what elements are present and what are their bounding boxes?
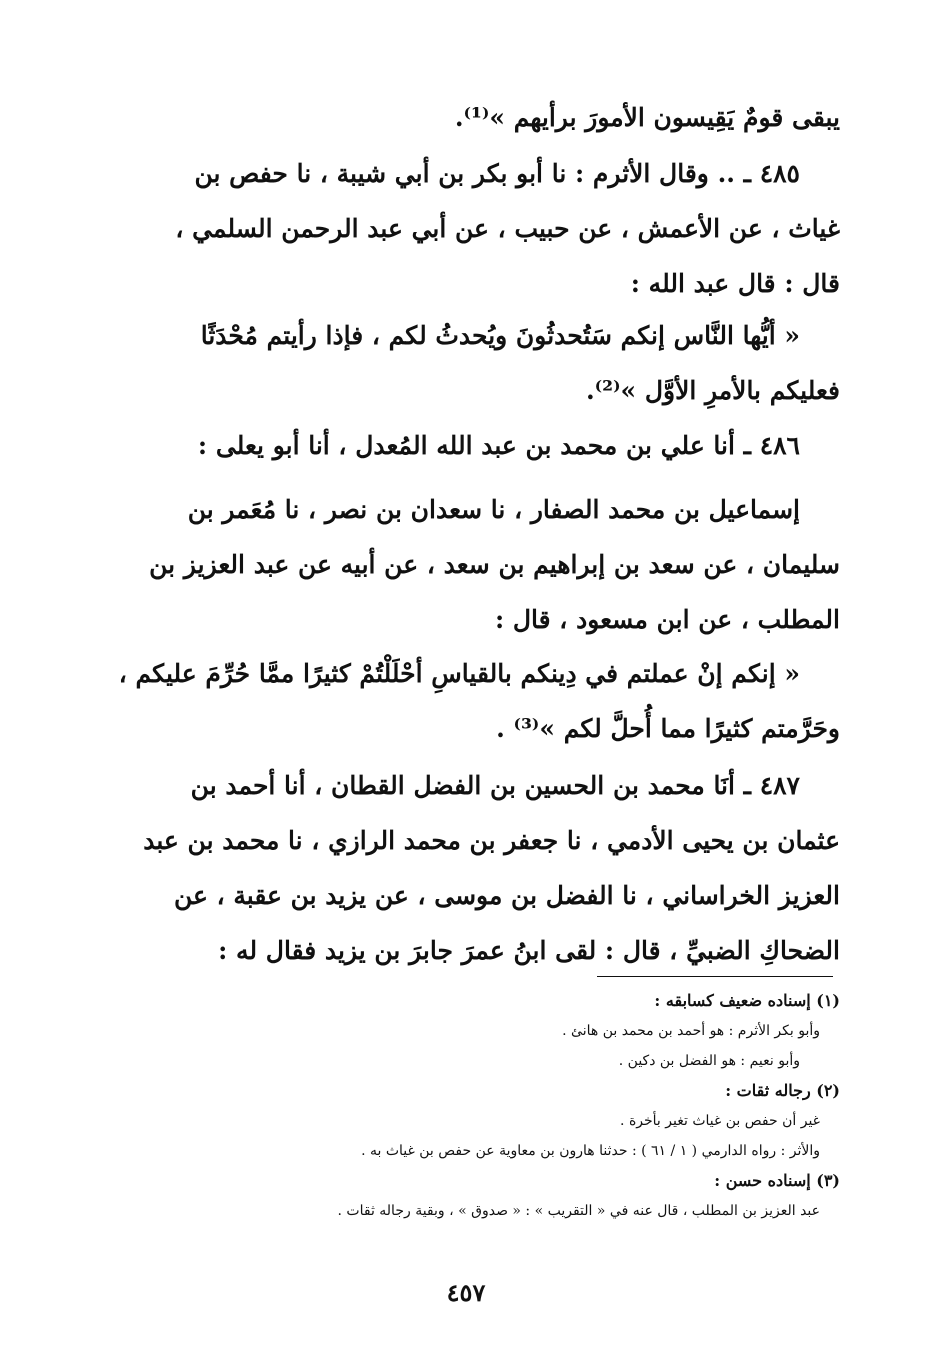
text-line: قال : قال عبد الله : bbox=[630, 269, 840, 298]
text-line: فعليكم بالأمرِ الأوَّل »⁽²⁾. bbox=[585, 376, 840, 405]
paragraph-487 bbox=[100, 758, 840, 978]
footnote-1-line: وأبو نعيم : هو الفضل بن دكين . bbox=[618, 1053, 800, 1069]
footnote-2-heading: (٢) رجاله ثقات : bbox=[725, 1081, 840, 1100]
quote-485 bbox=[100, 308, 840, 418]
text-line: « أيُّها النَّاس إنكم سَتُحدثُونَ ويُحدثُ لكم ، فإذا رأيتم مُحْدَثًا bbox=[200, 321, 800, 350]
footnotes bbox=[100, 986, 840, 1226]
text-line: ٤٨٥ ـ .. وقال الأثرم : نا أبو بكر بن أبي شيبة ، نا حفص بن bbox=[194, 159, 800, 188]
text-line: إسماعيل بن محمد الصفار ، نا سعدان بن نصر ، نا مُعَمر بن bbox=[187, 495, 800, 524]
text-line: ٤٨٦ ـ أنا علي بن محمد بن عبد الله المُعدل ، أنا أبو يعلى : bbox=[197, 431, 800, 460]
footnote-1-heading: (١) إسناده ضعيف كسابقه : bbox=[654, 991, 840, 1010]
text-line: الضحاكِ الضبيِّ ، قال : لقى ابنُ عمرَ جابرَ بن يزيد فقال له : bbox=[218, 936, 840, 965]
footnote-1-line: وأبو بكر الأثرم : هو أحمد بن محمد بن هانئ . bbox=[562, 1023, 820, 1039]
quote-486 bbox=[100, 646, 840, 756]
paragraph-486-heading bbox=[100, 418, 840, 473]
footnote-divider bbox=[597, 976, 833, 977]
text-line: غياث ، عن الأعمش ، عن حبيب ، عن أبي عبد الرحمن السلمي ، bbox=[175, 214, 840, 243]
text-line: عثمان بن يحيى الأدمي ، نا جعفر بن محمد الرازي ، نا محمد بن عبد bbox=[143, 826, 840, 855]
paragraph-485 bbox=[100, 146, 840, 311]
text-line: وحَرَّمتم كثيرًا مما أُحلَّ لكم »⁽³⁾ . bbox=[496, 714, 840, 743]
intro-paragraph bbox=[100, 90, 840, 145]
footnote-3-line: عبد العزيز بن المطلب ، قال عنه في « التقريب » : « صدوق » ، وبقية رجاله ثقات . bbox=[337, 1203, 820, 1219]
footnote-2-line: والأثر : رواه الدارمي ( ١ / ٦١ ) : حدثنا هارون بن معاوية عن حفص بن غياث به . bbox=[361, 1143, 820, 1159]
text-line: سليمان ، عن سعد بن إبراهيم بن سعد ، عن أبيه عن عبد العزيز بن bbox=[149, 550, 840, 579]
text-line: « إنكم إنْ عملتم في دِينكم بالقياسِ أحْلَلْتُمْ كثيرًا ممَّا حُرِّمَ عليكم ، bbox=[118, 659, 800, 688]
footnote-3-heading: (٣) إسناده حسن : bbox=[714, 1171, 840, 1190]
text-line: المطلب ، عن ابن مسعود ، قال : bbox=[494, 605, 840, 634]
text-line: ٤٨٧ ـ أنَا محمد بن الحسين بن الفضل القطان ، أنا أحمد بن bbox=[190, 771, 800, 800]
footnote-2-line: غير أن حفص بن غياث تغير بأخرة . bbox=[620, 1113, 820, 1129]
paragraph-486 bbox=[100, 482, 840, 647]
text-line: العزيز الخراساني ، نا الفضل بن موسى ، عن يزيد بن عقبة ، عن bbox=[173, 881, 840, 910]
text-line: يبقى قومٌ يَقِيسون الأمورَ برأيهم »⁽¹⁾. bbox=[454, 103, 840, 132]
page-number: ٤٥٧ bbox=[446, 1278, 486, 1307]
